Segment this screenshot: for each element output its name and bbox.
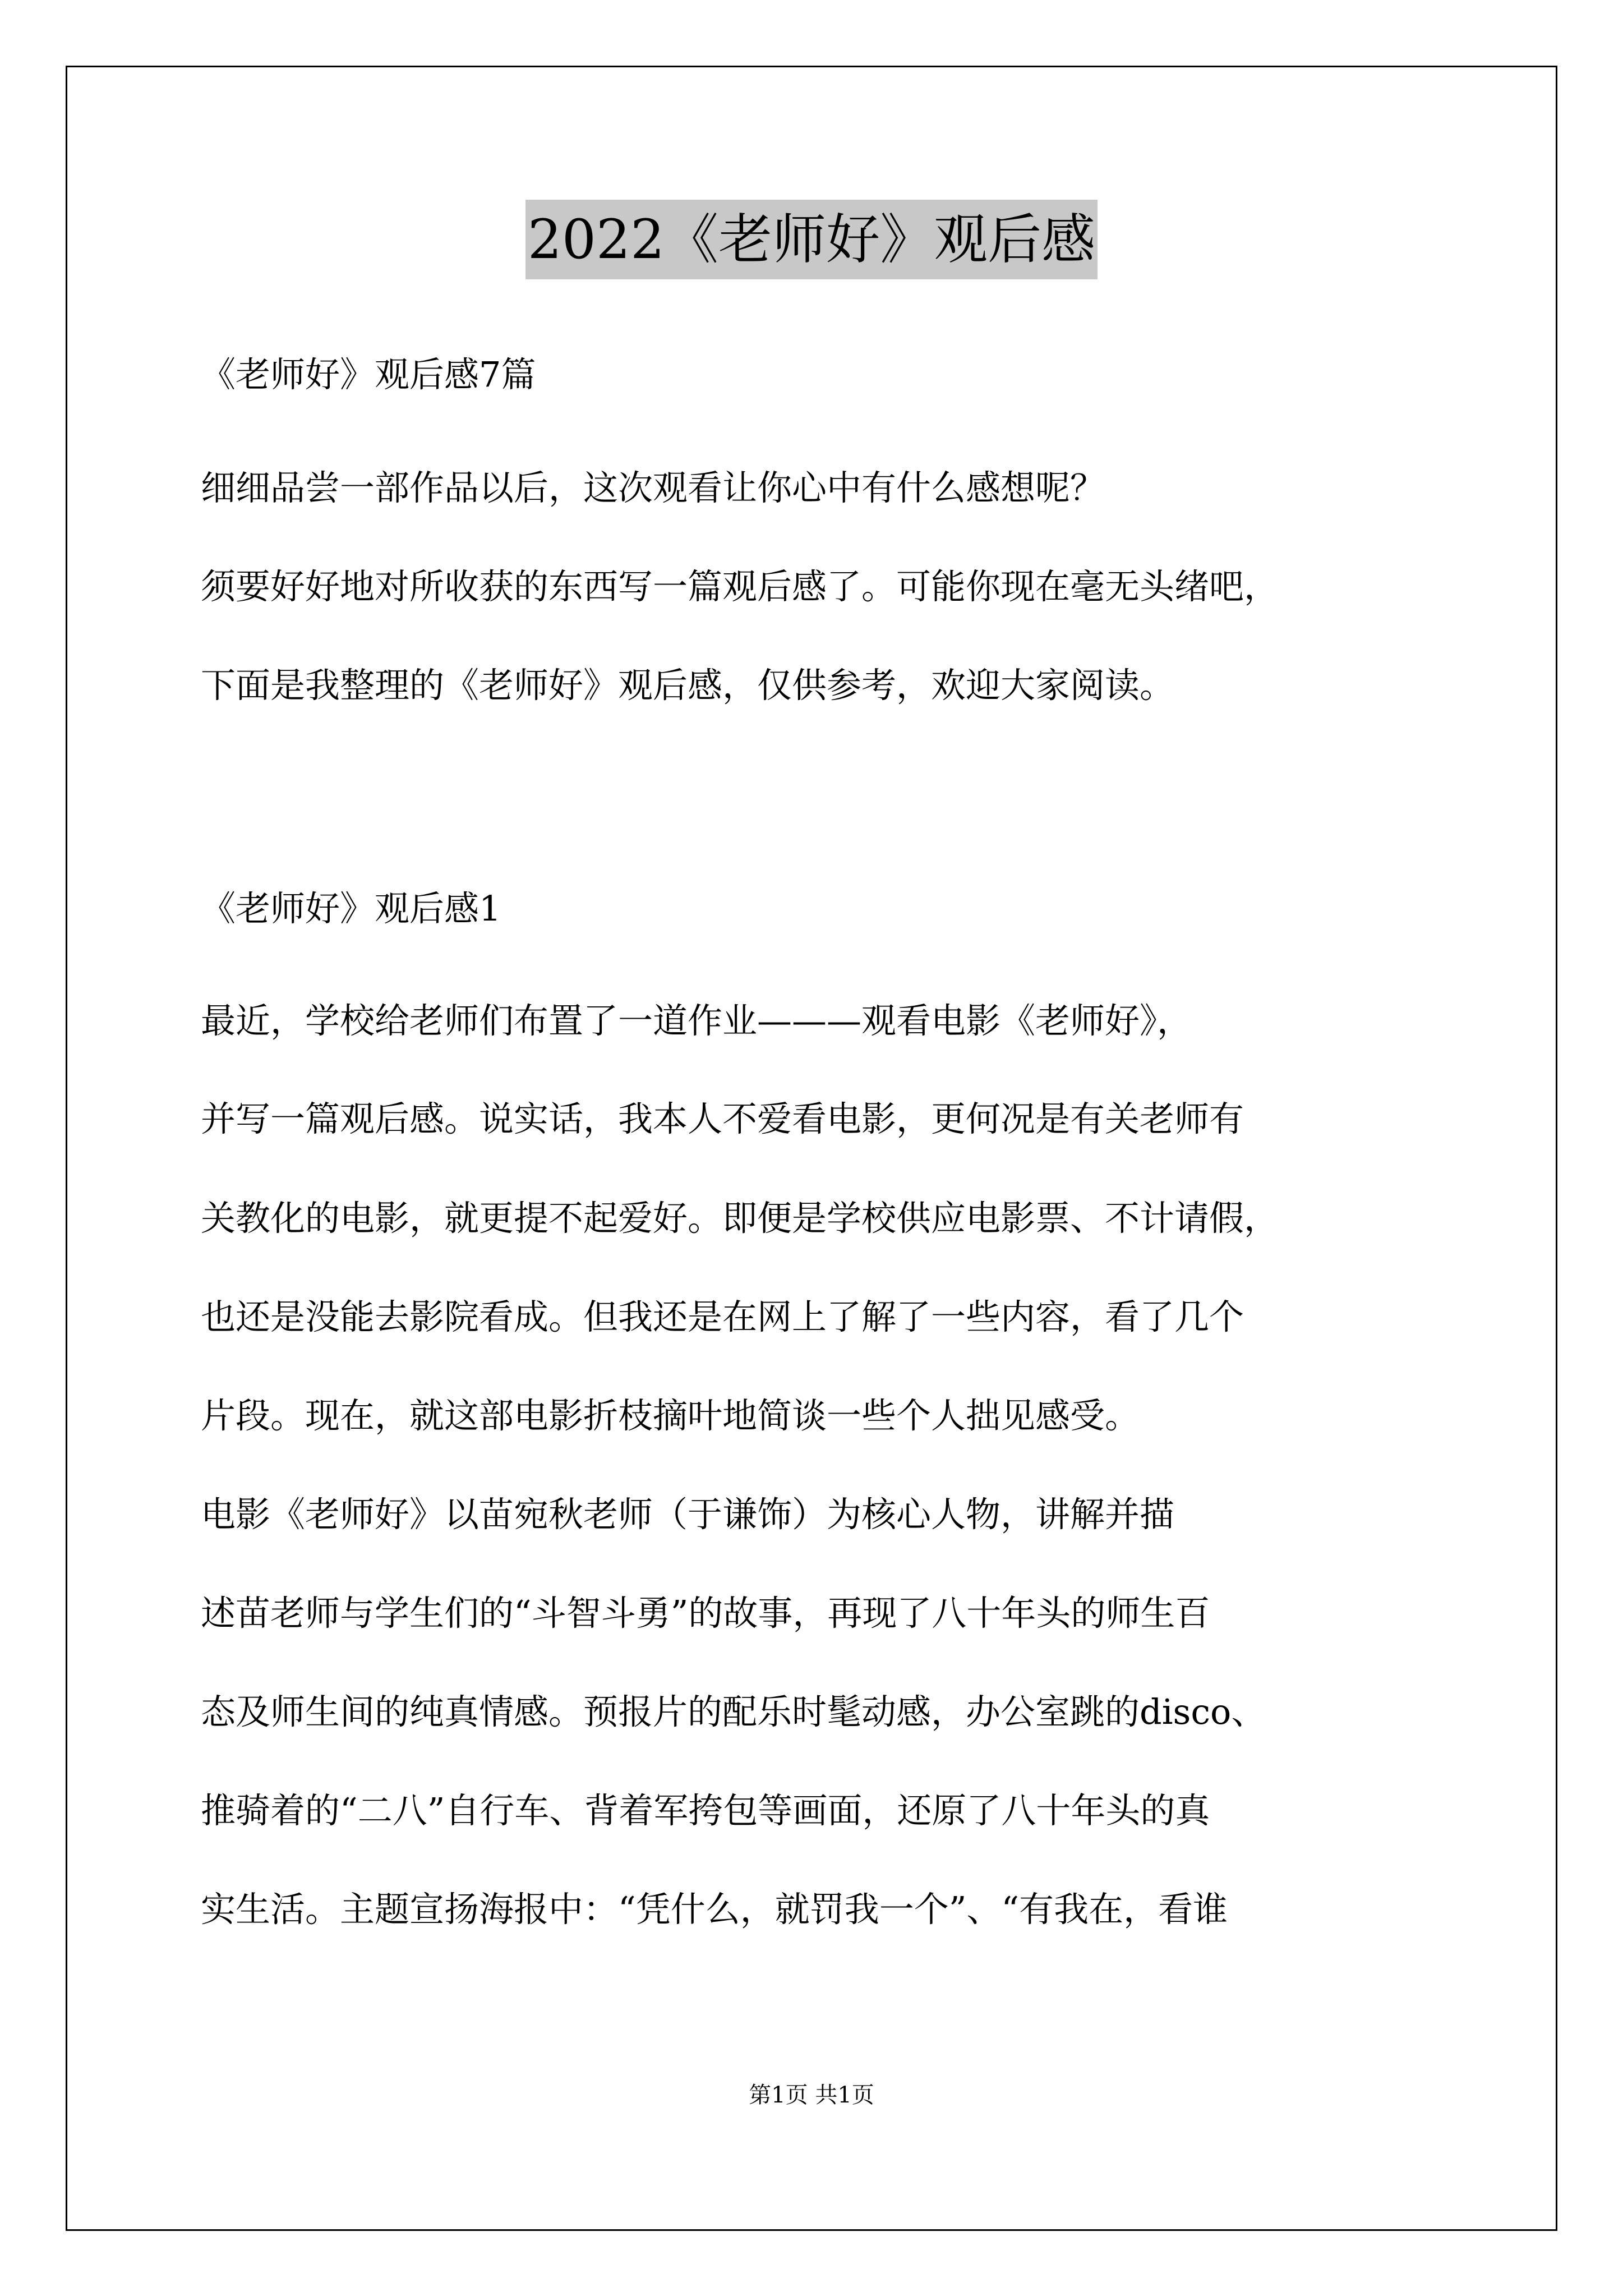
body-line-6: 电影《老师好》以苗宛秋老师（于谦饰）为核心人物，讲解并描 (201, 1494, 1175, 1535)
body-line-10: 实生活。主题宣扬海报中：“凭什么，就罚我一个”、“有我在，看谁 (201, 1889, 1228, 1930)
body-line-3: 关教化的电影，就更提不起爱好。即便是学校供应电影票、不计请假， (201, 1198, 1279, 1239)
intro-line-3: 下面是我整理的《老师好》观后感，仅供参考，欢迎大家阅读。 (201, 665, 1175, 706)
body-line-8: 态及师生间的纯真情感。预报片的配乐时髦动感，办公室跳的disco、 (201, 1691, 1266, 1732)
body-line-7: 述苗老师与学生们的“斗智斗勇”的故事，再现了八十年头的师生百 (201, 1593, 1210, 1634)
section-heading-1: 《老师好》观后感1 (201, 888, 501, 929)
body-line-4: 也还是没能去影院看成。但我还是在网上了解了一些内容，看了几个 (201, 1296, 1244, 1337)
body-line-2: 并写一篇观后感。说实话，我本人不爱看电影，更何况是有关老师有 (201, 1098, 1244, 1139)
intro-line-2: 须要好好地对所收获的东西写一篇观后感了。可能你现在毫无头绪吧， (201, 566, 1279, 607)
body-line-5: 片段。现在，就这部电影折枝摘叶地简谈一些个人拙见感受。 (201, 1395, 1140, 1436)
page-title: 2022《老师好》观后感 (525, 200, 1098, 279)
page-number-footer: 第1页 共1页 (749, 2082, 874, 2108)
body-line-1: 最近，学校给老师们布置了一道作业———观看电影《老师好》， (201, 1000, 1192, 1041)
intro-line-1: 细细品尝一部作品以后，这次观看让你心中有什么感想呢？ (201, 467, 1105, 508)
subtitle-line: 《老师好》观后感7篇 (201, 354, 536, 395)
title-container (0, 200, 1623, 279)
body-line-9: 推骑着的“二八”自行车、背着军挎包等画面，还原了八十年头的真 (201, 1790, 1210, 1831)
